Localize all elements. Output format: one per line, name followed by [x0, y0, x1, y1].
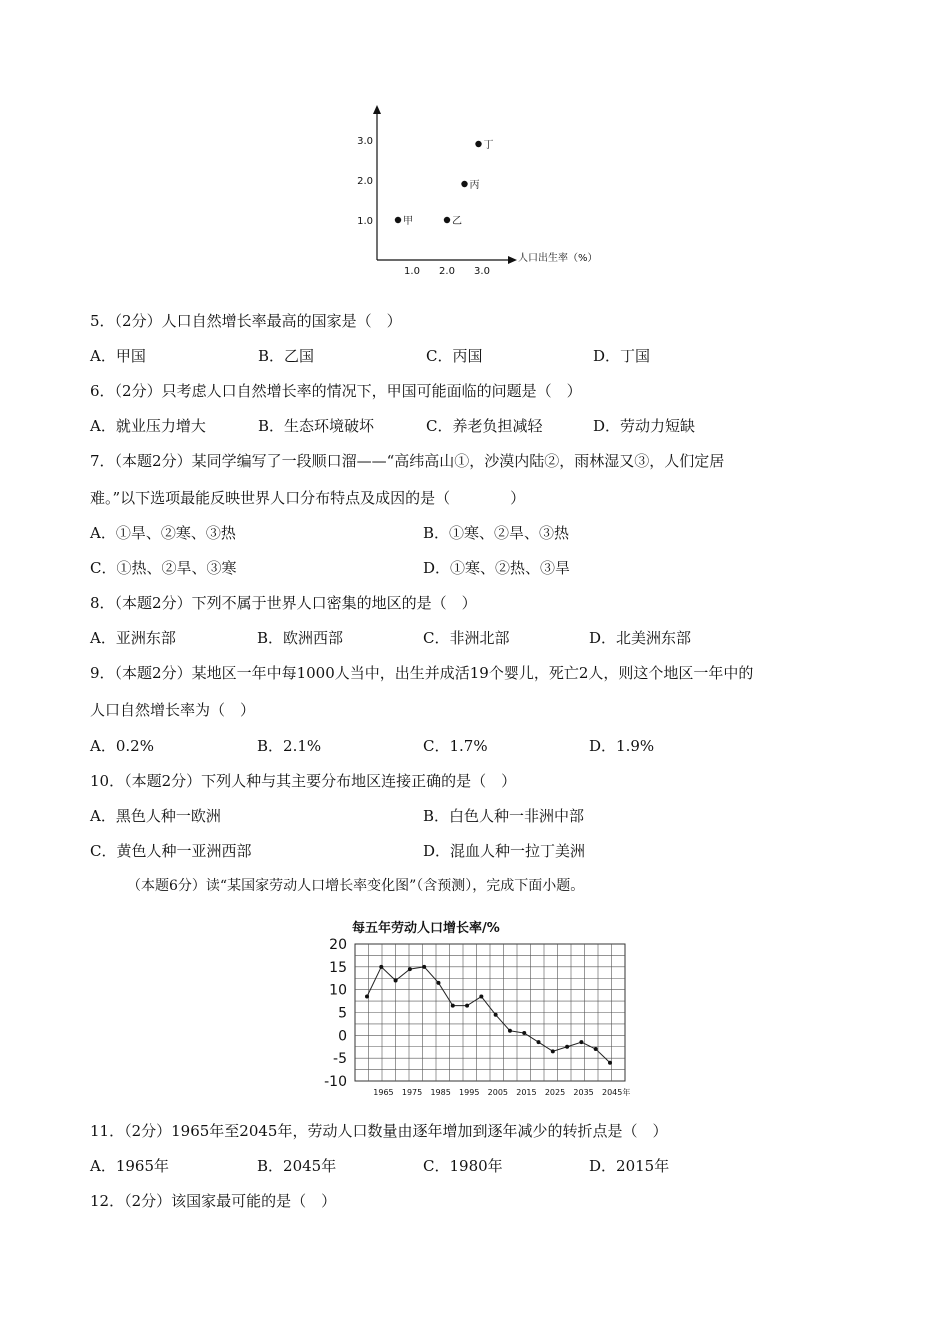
q5-option-c[interactable]: C．丙国: [426, 347, 483, 365]
q7-option-d[interactable]: D．①寒、②热、③旱: [423, 559, 571, 577]
q7-option-c[interactable]: C．①热、②旱、③寒: [90, 559, 237, 577]
line-chart-x-tick-label: 2045年: [602, 1088, 631, 1097]
scatter-y-tick-label: 2.0: [357, 176, 373, 187]
line-chart-y-tick-label: 20: [329, 937, 347, 953]
line-chart-point: [422, 965, 426, 969]
scatter-point-label: 丁: [483, 140, 494, 151]
scatter-points: [395, 139, 494, 227]
scatter-x-tick-label: 2.0: [439, 266, 455, 277]
q7-option-a[interactable]: A．①旱、②寒、③热: [90, 524, 236, 542]
line-chart-point: [451, 1004, 455, 1008]
material-intro: （本题6分）读“某国家劳动人口增长率变化图”（含预测），完成下面小题。: [127, 878, 585, 894]
q11-option-b[interactable]: B．2045年: [257, 1157, 337, 1175]
line-chart-point: [551, 1049, 555, 1053]
line-chart-point: [522, 1031, 526, 1035]
line-chart-point: [608, 1061, 612, 1065]
q7-option-b[interactable]: B．①寒、②旱、③热: [423, 524, 570, 542]
line-chart-point: [365, 995, 369, 999]
line-chart-y-tick-label: 10: [329, 982, 347, 999]
q10-option-c[interactable]: C．黄色人种一亚洲西部: [90, 842, 252, 860]
q6-option-d[interactable]: D．劳动力短缺: [593, 417, 696, 435]
q10-option-d[interactable]: D．混血人种一拉丁美洲: [423, 842, 586, 860]
q6-option-c[interactable]: C．养老负担减轻: [426, 417, 543, 435]
question-10-stem: 10．（本题2分）下列人种与其主要分布地区连接正确的是（ ）: [90, 772, 517, 790]
q9-option-d[interactable]: D．1.9%: [589, 737, 655, 755]
scatter-point: [461, 181, 467, 187]
line-chart-y-tick-label: 15: [329, 959, 347, 976]
q5-option-a[interactable]: A．甲国: [90, 347, 146, 365]
q11-option-c[interactable]: C．1980年: [423, 1157, 503, 1175]
question-12-stem: 12．（2分）该国家最可能的是（ ）: [90, 1192, 337, 1210]
scatter-axes: [373, 105, 517, 264]
line-chart-points: [365, 965, 612, 1065]
q8-option-a[interactable]: A．亚洲东部: [90, 629, 176, 647]
q8-option-c[interactable]: C．非洲北部: [423, 629, 510, 647]
line-chart-x-tick-label: 1965: [373, 1088, 394, 1097]
line-chart-x-tick-label: 2015: [516, 1088, 537, 1097]
line-chart-point: [508, 1029, 512, 1033]
question-7-stem-line1: 7．（本题2分）某同学编写了一段顺口溜——“高纬高山①，沙漠内陆②，雨林湿又③，人们定居: [90, 452, 725, 470]
line-chart-y-tick-label: 0: [338, 1028, 347, 1045]
line-chart-point: [379, 965, 383, 969]
question-7-stem-line2: 难。”以下选项最能反映世界人口分布特点及成因的是（ ）: [90, 489, 526, 507]
line-chart-point: [594, 1047, 598, 1051]
q10-option-b[interactable]: B．白色人种一非洲中部: [423, 807, 585, 825]
line-chart-x-tick-label: 2025: [544, 1088, 566, 1097]
line-chart-x-tick-label: 1975: [401, 1088, 423, 1097]
q9-option-b[interactable]: B．2.1%: [257, 737, 322, 755]
line-chart-point: [579, 1040, 583, 1044]
scatter-point-label: 甲: [403, 216, 413, 227]
q9-option-c[interactable]: C．1.7%: [423, 737, 488, 755]
birth-rate-scatter-chart: [350, 100, 600, 280]
scatter-x-label: 人口出生率（%）: [518, 253, 598, 264]
scatter-y-arrow: [373, 105, 381, 114]
question-11-stem: 11．（2分）1965年至2045年，劳动人口数量由逐年增加到逐年减少的转折点是（ ）: [90, 1122, 668, 1140]
q9-option-a[interactable]: A．0.2%: [90, 737, 154, 755]
line-chart-point: [394, 979, 398, 983]
scatter-x-arrow: [508, 256, 517, 264]
line-chart-point: [494, 1013, 498, 1017]
line-chart-point: [436, 981, 440, 985]
line-chart-point: [479, 995, 483, 999]
line-chart-x-tick-label: 1995: [459, 1088, 480, 1097]
q8-option-d[interactable]: D．北美洲东部: [589, 629, 692, 647]
scatter-point: [395, 217, 401, 223]
question-8-stem: 8．（本题2分）下列不属于世界人口密集的地区的是（ ）: [90, 594, 477, 612]
q5-option-b[interactable]: B．乙国: [258, 347, 315, 365]
line-chart-point: [408, 967, 412, 971]
scatter-point-label: 丙: [469, 180, 480, 191]
q6-option-b[interactable]: B．生态环境破坏: [258, 417, 375, 435]
line-chart-point: [465, 1004, 469, 1008]
line-chart-y-tick-label: 5: [338, 1005, 347, 1022]
line-chart-point: [537, 1040, 541, 1044]
scatter-point-label: 乙: [452, 216, 462, 227]
line-chart-y-tick-label: -10: [324, 1074, 347, 1090]
q8-option-b[interactable]: B．欧洲西部: [257, 629, 344, 647]
q10-option-a[interactable]: A．黑色人种一欧洲: [90, 807, 221, 825]
scatter-point: [475, 141, 481, 147]
scatter-y-tick-label: 3.0: [357, 136, 373, 147]
question-9-stem-line2: 人口自然增长率为（ ）: [90, 701, 256, 719]
scatter-x-tick-label: 3.0: [474, 266, 490, 277]
scatter-point: [444, 217, 450, 223]
question-6-stem: 6．（2分）只考虑人口自然增长率的情况下，甲国可能面临的问题是（ ）: [90, 382, 582, 400]
line-chart-y-tick-label: -5: [333, 1051, 347, 1068]
line-chart-x-tick-label: 2035: [573, 1088, 594, 1097]
question-9-stem-line1: 9．（本题2分）某地区一年中每1000人当中，出生并成活19个婴儿，死亡2人，则这个地区一年中的: [90, 664, 754, 682]
question-5-stem: 5．（2分）人口自然增长率最高的国家是（ ）: [90, 312, 402, 330]
line-chart-point: [565, 1045, 569, 1049]
line-chart-title: 每五年劳动人口增长率/%: [352, 921, 500, 936]
labor-growth-line-chart: [310, 916, 650, 1102]
q5-option-d[interactable]: D．丁国: [593, 347, 651, 365]
q11-option-a[interactable]: A．1965年: [90, 1157, 170, 1175]
scatter-x-tick-label: 1.0: [404, 266, 420, 277]
line-chart-x-tick-label: 1985: [430, 1088, 451, 1097]
scatter-y-tick-label: 1.0: [357, 216, 373, 227]
line-chart-series: [367, 967, 610, 1063]
q11-option-d[interactable]: D．2015年: [589, 1157, 670, 1175]
line-chart-x-tick-label: 2005: [487, 1088, 509, 1097]
q6-option-a[interactable]: A．就业压力增大: [90, 417, 206, 435]
line-chart-grid: [355, 944, 625, 1081]
